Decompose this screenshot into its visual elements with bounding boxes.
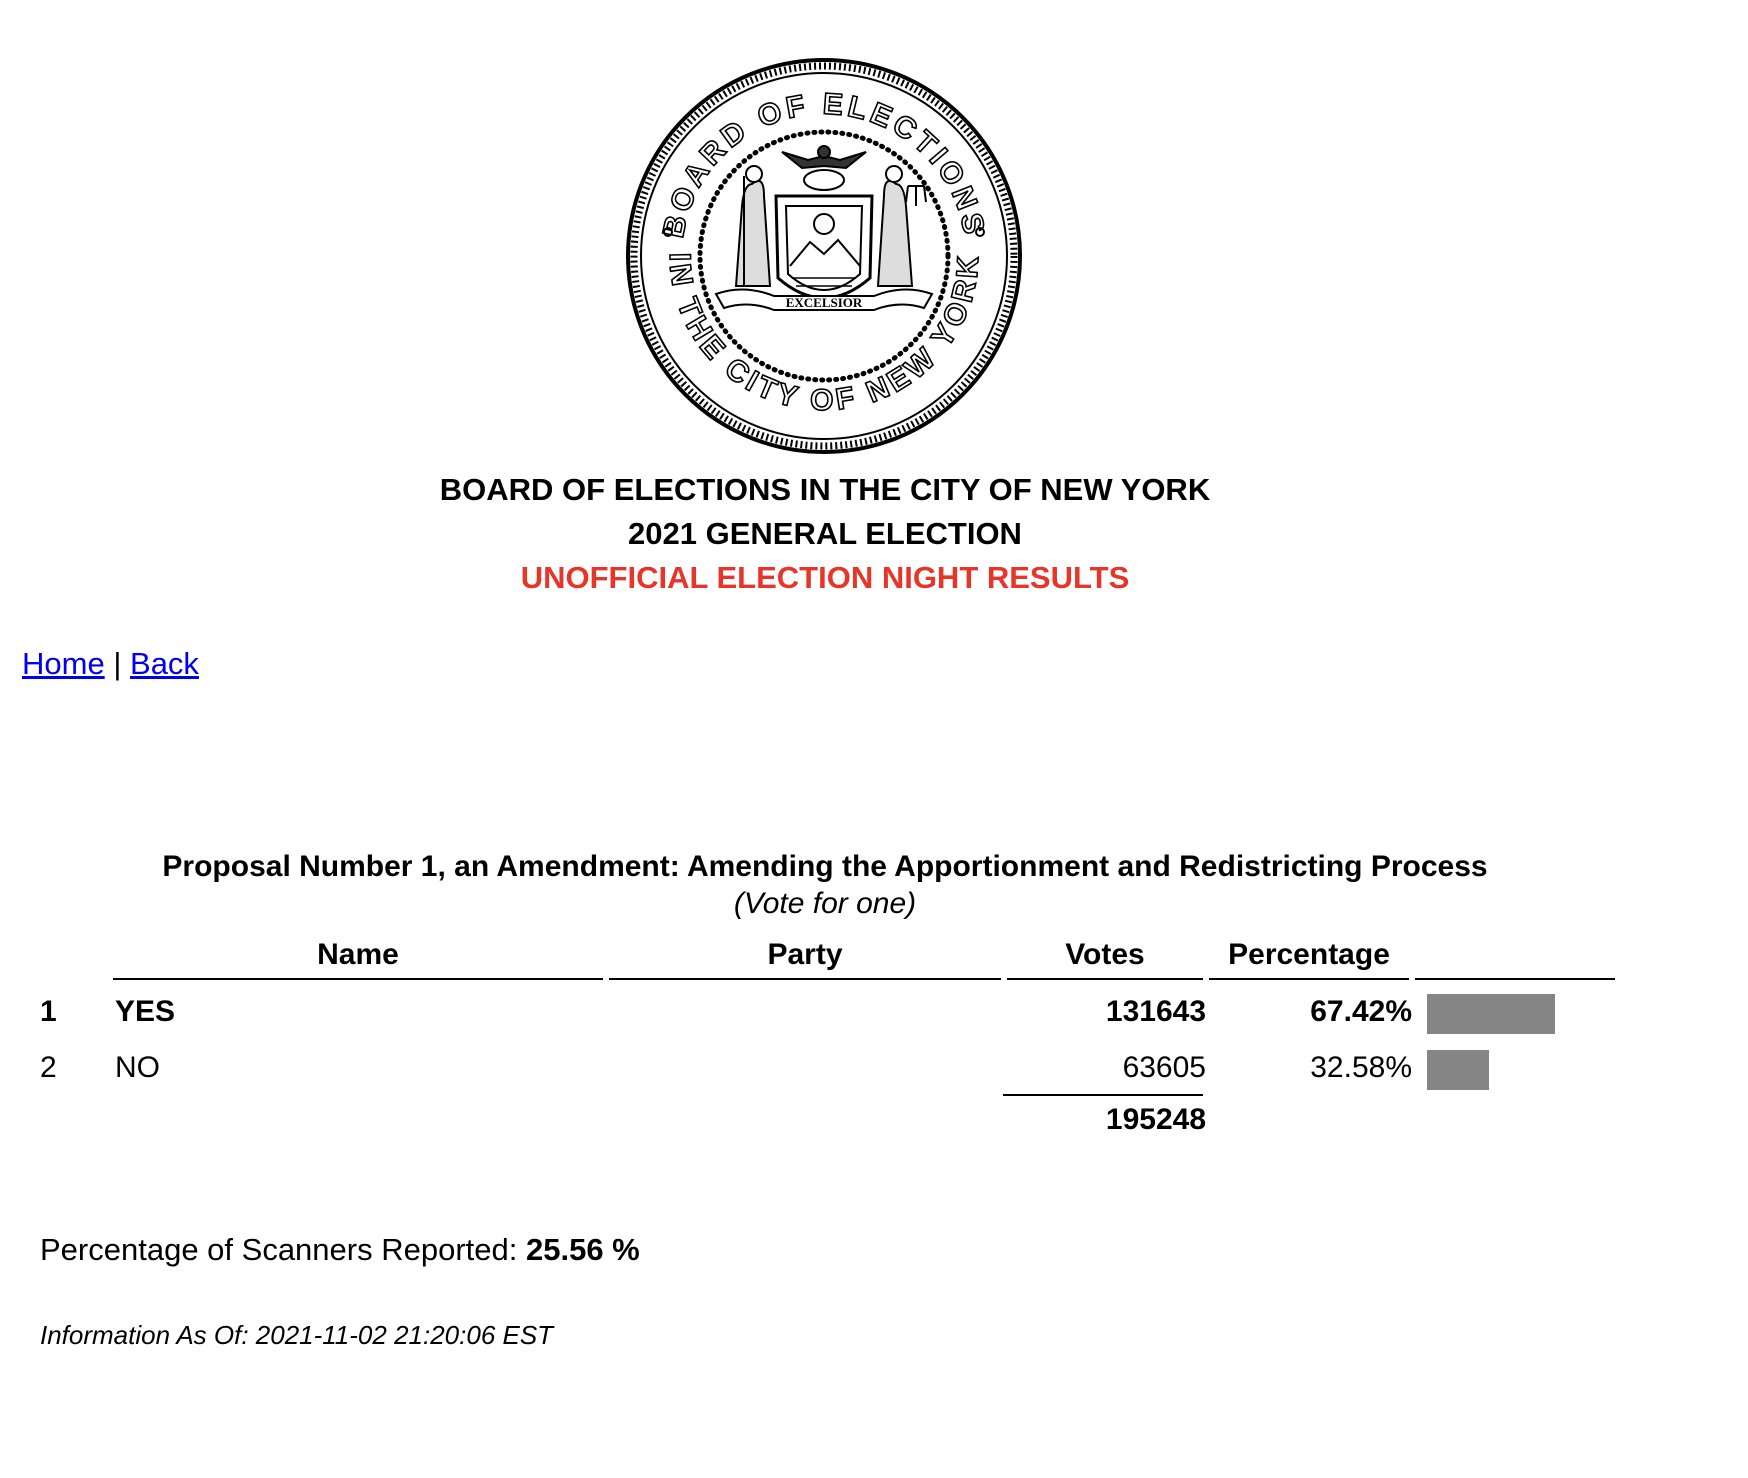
- column-header-party: Party: [609, 934, 1001, 980]
- column-header-bar: [1415, 934, 1615, 980]
- svg-text:IN THE CITY OF NEW YORK: [663, 251, 986, 417]
- total-divider: [1003, 1094, 1203, 1096]
- column-header-votes: Votes: [1007, 934, 1203, 980]
- seal-motto: EXCELSIOR: [785, 295, 863, 310]
- breadcrumb-nav: [22, 644, 199, 684]
- row-votes: 63605: [1122, 1051, 1206, 1084]
- board-of-elections-seal: [624, 56, 1024, 456]
- seal-top-text: BOARD OF ELECTIONS: [656, 87, 991, 241]
- row-name: NO: [115, 1051, 160, 1084]
- scanners-label: Percentage of Scanners Reported:: [40, 1232, 518, 1267]
- header-title: BOARD OF ELECTIONS IN THE CITY OF NEW YORK: [439, 472, 1211, 507]
- back-link[interactable]: Back: [130, 646, 199, 681]
- header-unofficial-notice: UNOFFICIAL ELECTION NIGHT RESULTS: [520, 560, 1130, 595]
- row-votes: 131643: [1105, 995, 1206, 1028]
- row-rank: 2: [40, 1051, 57, 1084]
- row-percentage-bar: [1427, 1050, 1489, 1090]
- total-votes: 195248: [1105, 1103, 1206, 1136]
- scanners-reported: [40, 1230, 640, 1270]
- nav-separator: |: [113, 646, 122, 681]
- row-rank: 1: [40, 995, 57, 1028]
- home-link[interactable]: Home: [22, 646, 105, 681]
- header-election: 2021 GENERAL ELECTION: [628, 516, 1022, 551]
- scanners-value: 25.56 %: [525, 1232, 640, 1267]
- contest-heading: [0, 848, 1650, 922]
- column-header-percentage: Percentage: [1209, 934, 1409, 980]
- row-percentage: 32.58%: [1310, 1051, 1412, 1084]
- information-as-of: Information As Of: 2021-11-02 21:20:06 EST: [40, 1320, 554, 1350]
- row-percentage: 67.42%: [1310, 995, 1412, 1028]
- contest-subtitle: (Vote for one): [733, 887, 917, 920]
- coat-of-arms-icon: [716, 146, 932, 310]
- row-percentage-bar: [1427, 994, 1555, 1034]
- seal-bottom-text: IN THE CITY OF NEW YORK: [662, 251, 986, 418]
- column-header-name: Name: [113, 934, 603, 980]
- seal-image: [624, 56, 1024, 456]
- contest-title: Proposal Number 1, an Amendment: Amending the Apportionment and Redistricting Process: [162, 850, 1488, 883]
- row-name: YES: [115, 995, 176, 1028]
- page-header: [0, 468, 1650, 600]
